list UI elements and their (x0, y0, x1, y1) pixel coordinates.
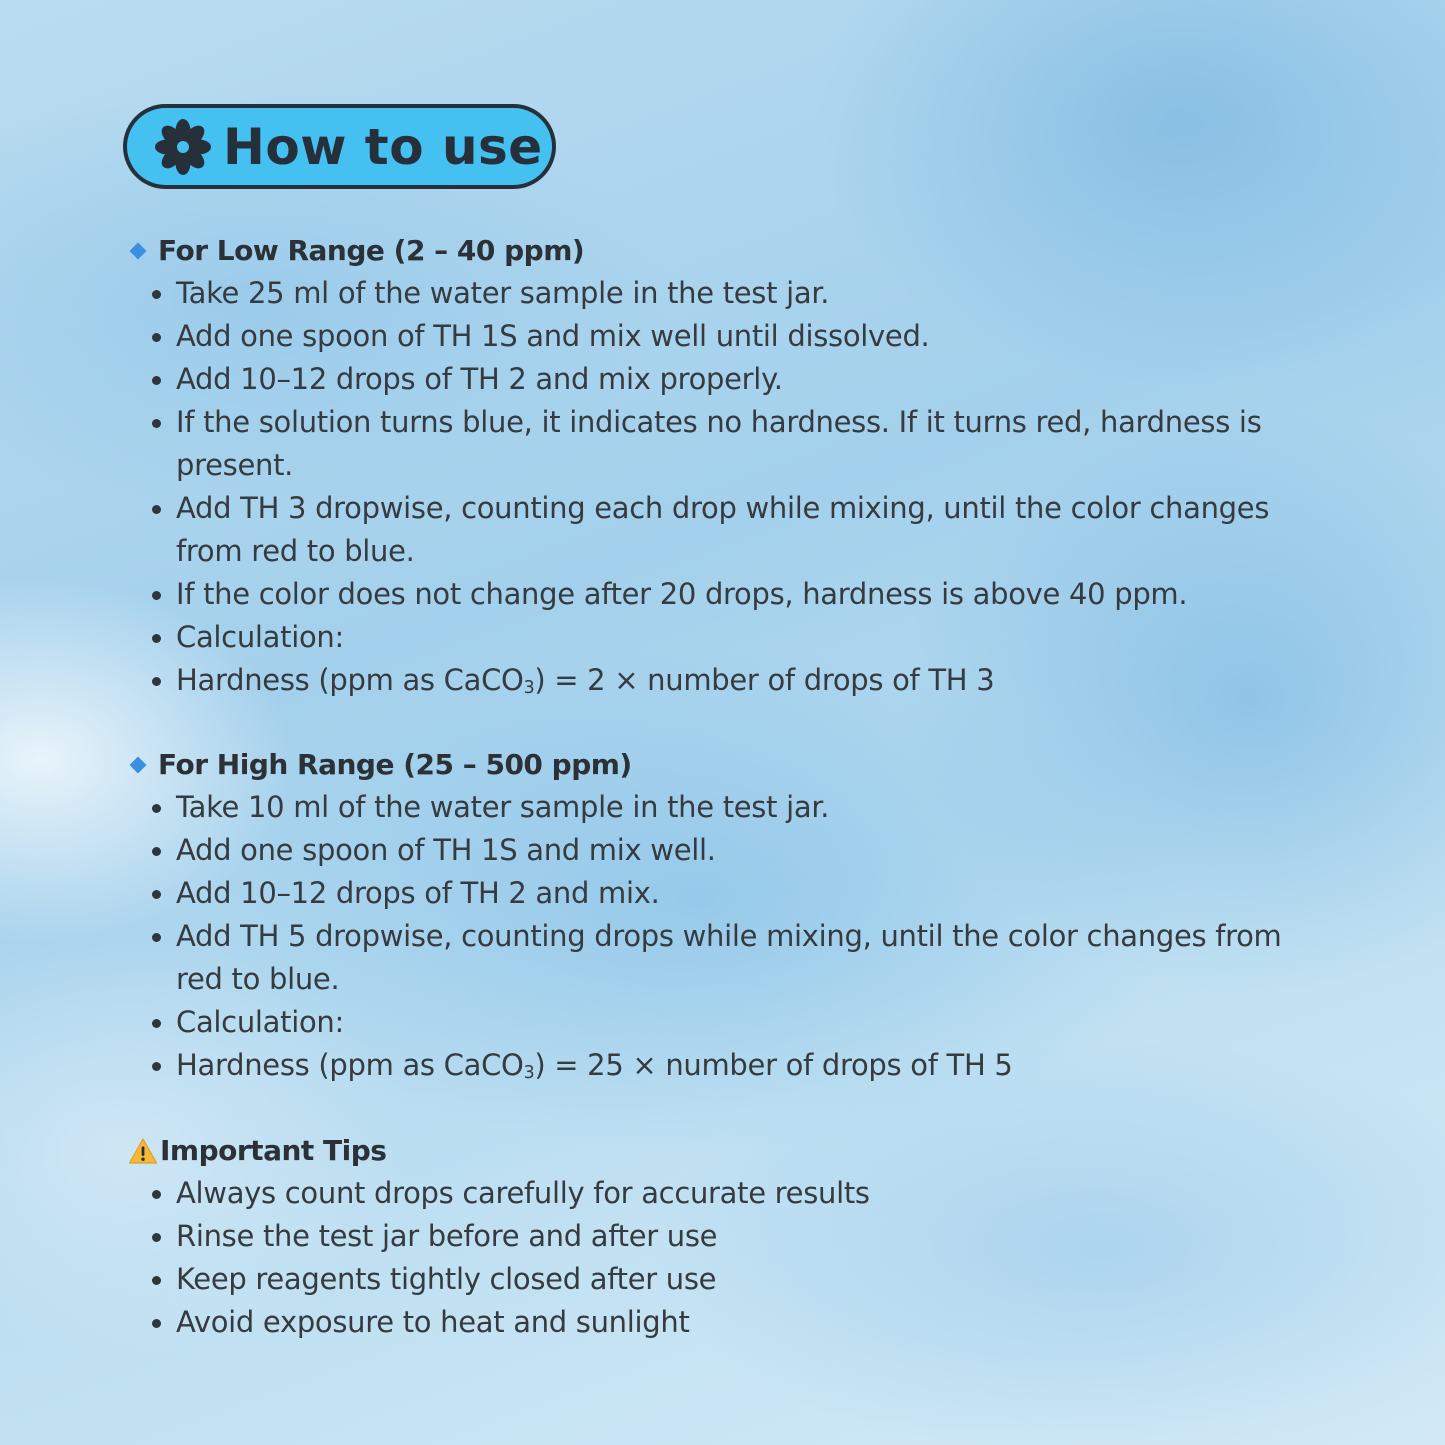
step-list (128, 272, 1288, 702)
list-item: Add 10–12 drops of TH 2 and mix. (128, 872, 1288, 915)
formula-suffix: ) = 25 × number of drops of TH 5 (534, 1048, 1013, 1082)
list-item: Calculation: (128, 1001, 1288, 1044)
formula-prefix: Hardness (ppm as CaCO (176, 663, 524, 697)
blue-diamond-icon (130, 242, 147, 259)
list-item: Add TH 5 dropwise, counting drops while mixing, until the color changes from red to blue. (128, 915, 1288, 1001)
title-banner (123, 104, 556, 189)
list-item: Take 25 ml of the water sample in the test jar. (128, 272, 1288, 315)
section-heading-text: For High Range (25 – 500 ppm) (158, 748, 632, 781)
section-heading-text: Important Tips (160, 1134, 387, 1167)
list-item: Calculation: (128, 616, 1288, 659)
list-item: Take 10 ml of the water sample in the test jar. (128, 786, 1288, 829)
list-item: Add 10–12 drops of TH 2 and mix properly. (128, 358, 1288, 401)
list-item: Avoid exposure to heat and sunlight (128, 1301, 1288, 1344)
flower-asterisk-icon (153, 117, 213, 177)
high-range-section (128, 743, 1288, 1087)
page-title: How to use (223, 117, 543, 176)
list-item: If the solution turns blue, it indicates no hardness. If it turns red, hardness is present. (128, 401, 1288, 487)
list-item: Add one spoon of TH 1S and mix well. (128, 829, 1288, 872)
low-range-section (128, 229, 1288, 702)
formula-item (128, 1044, 1288, 1087)
list-item: Add TH 3 dropwise, counting each drop while mixing, until the color changes from red to blue. (128, 487, 1288, 573)
step-list (128, 786, 1288, 1087)
formula-item (128, 659, 1288, 702)
formula-suffix: ) = 2 × number of drops of TH 3 (534, 663, 995, 697)
blue-diamond-icon (130, 756, 147, 773)
section-heading (128, 743, 1288, 786)
important-tips-section (128, 1129, 1288, 1344)
formula-subscript: 3 (523, 1063, 535, 1083)
list-item: Rinse the test jar before and after use (128, 1215, 1288, 1258)
formula-prefix: Hardness (ppm as CaCO (176, 1048, 524, 1082)
list-item: Keep reagents tightly closed after use (128, 1258, 1288, 1301)
section-heading-text: For Low Range (2 – 40 ppm) (158, 234, 585, 267)
tips-list (128, 1172, 1288, 1344)
section-heading (128, 1129, 1288, 1172)
list-item: If the color does not change after 20 drops, hardness is above 40 ppm. (128, 573, 1288, 616)
formula-subscript: 3 (523, 678, 535, 698)
list-item: Always count drops carefully for accurate results (128, 1172, 1288, 1215)
list-item: Add one spoon of TH 1S and mix well until dissolved. (128, 315, 1288, 358)
section-heading (128, 229, 1288, 272)
warning-icon (128, 1137, 158, 1165)
